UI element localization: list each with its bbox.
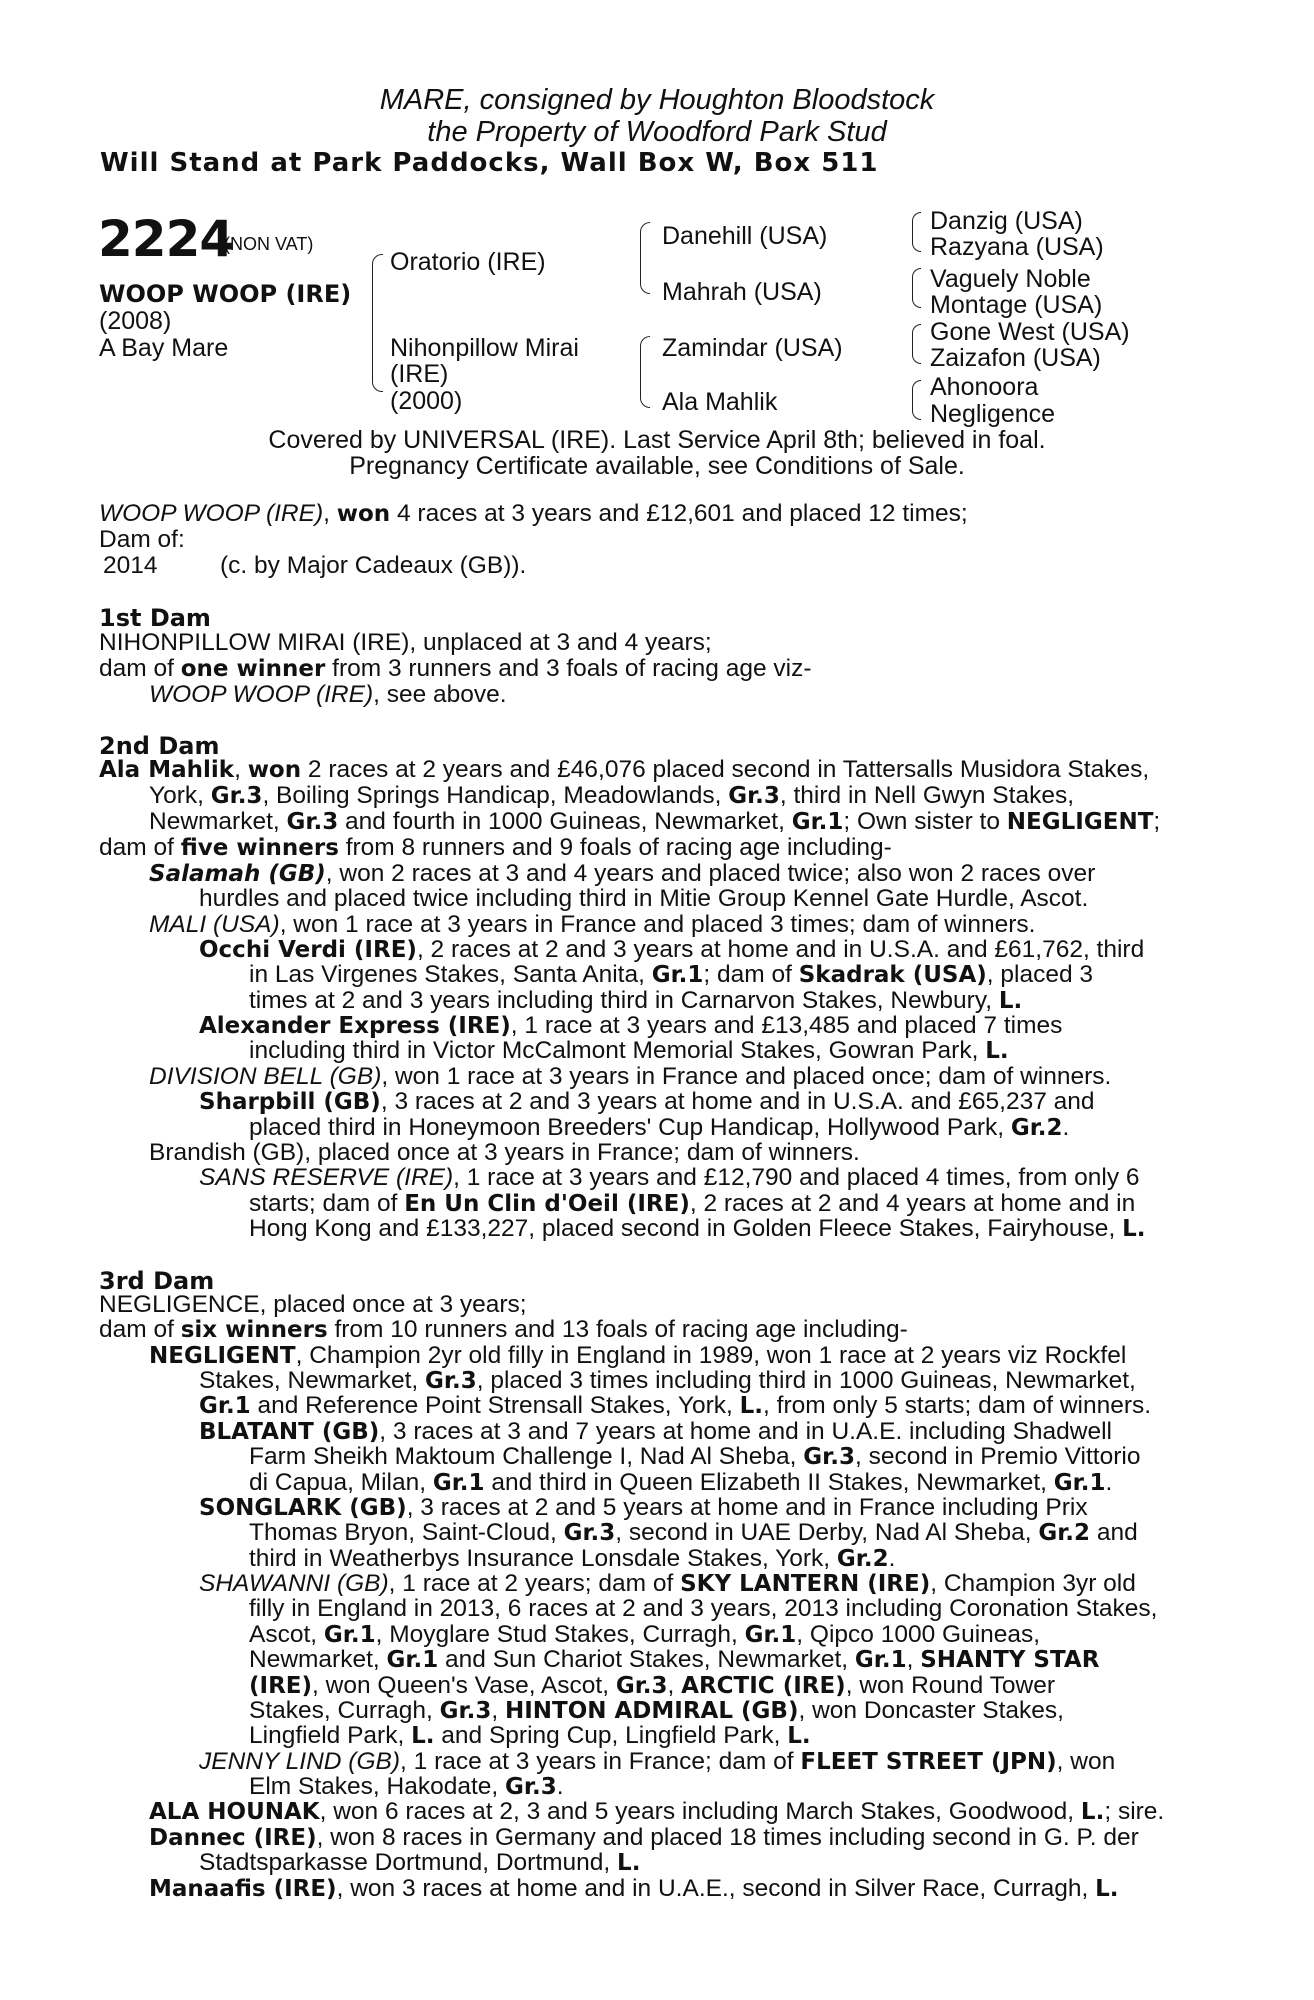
- ggs-3: Vaguely Noble: [930, 265, 1091, 293]
- third-dam-line: dam of six winners from 10 runners and 13 foals of racing age including-: [99, 1316, 908, 1343]
- third-dam-line: (IRE), won Queen's Vase, Ascot, Gr.3, ARCTIC (IRE), won Round Tower: [249, 1672, 1055, 1699]
- ggs-brace-1: [912, 212, 921, 252]
- second-dam-line: Alexander Express (IRE), 1 race at 3 years and £13,485 and placed 7 times: [199, 1012, 1063, 1039]
- ggs-brace-4: [912, 380, 921, 420]
- third-dam-line: Lingfield Park, L. and Spring Cup, Lingfield Park, L.: [249, 1722, 811, 1749]
- third-dam-line: Manaafis (IRE), won 3 races at home and in U.A.E., second in Silver Race, Curragh, L.: [149, 1875, 1119, 1902]
- second-dam-line: York, Gr.3, Boiling Springs Handicap, Meadowlands, Gr.3, third in Nell Gwyn Stakes,: [149, 782, 1074, 809]
- third-dam-line: Stakes, Curragh, Gr.3, HINTON ADMIRAL (GB), won Doncaster Stakes,: [249, 1697, 1064, 1724]
- lot-number: 2224: [98, 210, 234, 268]
- second-dam-line: DIVISION BELL (GB), won 1 race at 3 years in France and placed once; dam of winners.: [149, 1063, 1112, 1090]
- second-dam-line: including third in Victor McCalmont Memorial Stakes, Gowran Park, L.: [249, 1037, 1009, 1064]
- first-dam-heading: 1st Dam: [99, 604, 211, 632]
- third-dam-line: filly in England in 2013, 6 races at 2 and 3 years, 2013 including Coronation Stakes,: [249, 1595, 1158, 1622]
- produce-year: 2014: [103, 552, 158, 579]
- dam-year: (2000): [390, 387, 463, 415]
- ggs-5: Gone West (USA): [930, 318, 1130, 346]
- produce-intro: WOOP WOOP (IRE), won 4 races at 3 years and £12,601 and placed 12 times;: [99, 500, 968, 527]
- third-dam-line: SHAWANNI (GB), 1 race at 2 years; dam of SKY LANTERN (IRE), Champion 3yr old: [199, 1570, 1136, 1597]
- ggs-brace-2: [912, 268, 921, 308]
- third-dam-heading: 3rd Dam: [99, 1267, 215, 1295]
- second-dam-line: in Las Virgenes Stakes, Santa Anita, Gr.1; dam of Skadrak (USA), placed 3: [249, 961, 1094, 988]
- third-dam-line: third in Weatherbys Insurance Lonsdale Stakes, York, Gr.2.: [249, 1545, 896, 1572]
- second-dam-line: Occhi Verdi (IRE), 2 races at 2 and 3 years at home and in U.S.A. and £61,762, third: [199, 936, 1145, 963]
- ggs-4: Montage (USA): [930, 291, 1103, 319]
- lot-year: (2008): [99, 307, 172, 335]
- ggs-6: Zaizafon (USA): [930, 344, 1101, 372]
- third-dam-line: Dannec (IRE), won 8 races in Germany and placed 18 times including second in G. P. der: [149, 1824, 1139, 1851]
- third-dam-line: NEGLIGENT, Champion 2yr old filly in England in 1989, won 1 race at 2 years viz Rockfel: [149, 1342, 1127, 1369]
- third-dam-line: SONGLARK (GB), 3 races at 2 and 5 years at home and in France including Prix: [199, 1494, 1088, 1521]
- sire-sire: Danehill (USA): [662, 222, 828, 250]
- third-dam-line: Gr.1 and Reference Point Strensall Stakes, York, L., from only 5 starts; dam of winners.: [199, 1392, 1152, 1419]
- sire-parents-brace: [640, 222, 650, 294]
- ggs-8: Negligence: [930, 400, 1056, 428]
- produce-foal: (c. by Major Cadeaux (GB)).: [220, 552, 527, 579]
- second-dam-line: MALI (USA), won 1 race at 3 years in France and placed 3 times; dam of winners.: [149, 911, 1036, 938]
- sire-dam-brace: [372, 254, 383, 392]
- first-dam-line-1: NIHONPILLOW MIRAI (IRE), unplaced at 3 and 4 years;: [99, 629, 712, 656]
- third-dam-line: BLATANT (GB), 3 races at 3 and 7 years at home and in U.A.E. including Shadwell: [199, 1418, 1112, 1445]
- lot-description: A Bay Mare: [99, 334, 229, 362]
- dam-name-line-2: (IRE): [390, 360, 449, 388]
- second-dam-line: Brandish (GB), placed once at 3 years in France; dam of winners.: [149, 1139, 860, 1166]
- dam-parents-brace: [640, 336, 650, 408]
- first-dam-line-3: WOOP WOOP (IRE), see above.: [149, 681, 507, 708]
- third-dam-line: Farm Sheikh Maktoum Challenge I, Nad Al Sheba, Gr.3, second in Premio Vittorio: [249, 1443, 1141, 1470]
- sire-name: Oratorio (IRE): [390, 248, 546, 276]
- second-dam-line: Ala Mahlik, won 2 races at 2 years and £46,076 placed second in Tattersalls Musidora Stakes,: [99, 756, 1150, 783]
- second-dam-line: placed third in Honeymoon Breeders' Cup Handicap, Hollywood Park, Gr.2.: [249, 1114, 1070, 1141]
- third-dam-line: NEGLIGENCE, placed once at 3 years;: [99, 1291, 527, 1318]
- second-dam-line: Sharpbill (GB), 3 races at 2 and 3 years at home and in U.S.A. and £65,237 and: [199, 1088, 1095, 1115]
- ggs-brace-3: [912, 324, 921, 364]
- header-location: Will Stand at Park Paddocks, Wall Box W, Box 511: [100, 148, 879, 178]
- third-dam-line: Stadtsparkasse Dortmund, Dortmund, L.: [199, 1849, 641, 1876]
- third-dam-line: Newmarket, Gr.1 and Sun Chariot Stakes, Newmarket, Gr.1, SHANTY STAR: [249, 1646, 1100, 1673]
- first-dam-line-2: dam of one winner from 3 runners and 3 foals of racing age viz-: [99, 655, 812, 682]
- second-dam-heading: 2nd Dam: [99, 732, 220, 760]
- third-dam-line: ALA HOUNAK, won 6 races at 2, 3 and 5 years including March Stakes, Goodwood, L.; sire.: [149, 1798, 1165, 1825]
- second-dam-line: dam of five winners from 8 runners and 9 foals of racing age including-: [99, 834, 892, 861]
- ggs-7: Ahonoora: [930, 373, 1039, 401]
- second-dam-line: hurdles and placed twice including third in Mitie Group Kennel Gate Hurdle, Ascot.: [199, 885, 1089, 912]
- third-dam-line: di Capua, Milan, Gr.1 and third in Queen Elizabeth II Stakes, Newmarket, Gr.1.: [249, 1469, 1113, 1496]
- second-dam-line: Hong Kong and £133,227, placed second in Golden Fleece Stakes, Fairyhouse, L.: [249, 1215, 1146, 1242]
- dam-name-line-1: Nihonpillow Mirai: [390, 334, 579, 362]
- header-line-2: the Property of Woodford Park Stud: [427, 116, 887, 148]
- second-dam-line: Salamah (GB), won 2 races at 3 and 4 years and placed twice; also won 2 races over: [149, 860, 1096, 887]
- covering-note: Covered by UNIVERSAL (IRE). Last Service April 8th; believed in foal.: [268, 426, 1046, 454]
- produce-dam-of: Dam of:: [99, 526, 185, 553]
- second-dam-line: starts; dam of En Un Clin d'Oeil (IRE), 2 races at 2 and 4 years at home and in: [249, 1190, 1136, 1217]
- dam-sire: Zamindar (USA): [662, 334, 843, 362]
- third-dam-line: Thomas Bryon, Saint-Cloud, Gr.3, second in UAE Derby, Nad Al Sheba, Gr.2 and: [249, 1519, 1138, 1546]
- second-dam-line: SANS RESERVE (IRE), 1 race at 3 years and £12,790 and placed 4 times, from only 6: [199, 1164, 1140, 1191]
- ggs-2: Razyana (USA): [930, 233, 1104, 261]
- lot-name: WOOP WOOP (IRE): [99, 280, 352, 308]
- third-dam-line: Stakes, Newmarket, Gr.3, placed 3 times including third in 1000 Guineas, Newmarket,: [199, 1367, 1136, 1394]
- dam-dam: Ala Mahlik: [662, 388, 778, 416]
- second-dam-line: Newmarket, Gr.3 and fourth in 1000 Guineas, Newmarket, Gr.1; Own sister to NEGLIGENT;: [149, 808, 1161, 835]
- third-dam-line: Ascot, Gr.1, Moyglare Stud Stakes, Curragh, Gr.1, Qipco 1000 Guineas,: [249, 1621, 1041, 1648]
- third-dam-line: Elm Stakes, Hakodate, Gr.3.: [249, 1773, 564, 1800]
- third-dam-line: JENNY LIND (GB), 1 race at 3 years in France; dam of FLEET STREET (JPN), won: [199, 1748, 1116, 1775]
- second-dam-line: times at 2 and 3 years including third in Carnarvon Stakes, Newbury, L.: [249, 987, 1023, 1014]
- pregnancy-note: Pregnancy Certificate available, see Conditions of Sale.: [349, 452, 965, 480]
- header-line-1: MARE, consigned by Houghton Bloodstock: [379, 84, 935, 116]
- ggs-1: Danzig (USA): [930, 207, 1083, 235]
- vat-status: (NON VAT): [224, 234, 314, 254]
- sire-dam: Mahrah (USA): [662, 278, 822, 306]
